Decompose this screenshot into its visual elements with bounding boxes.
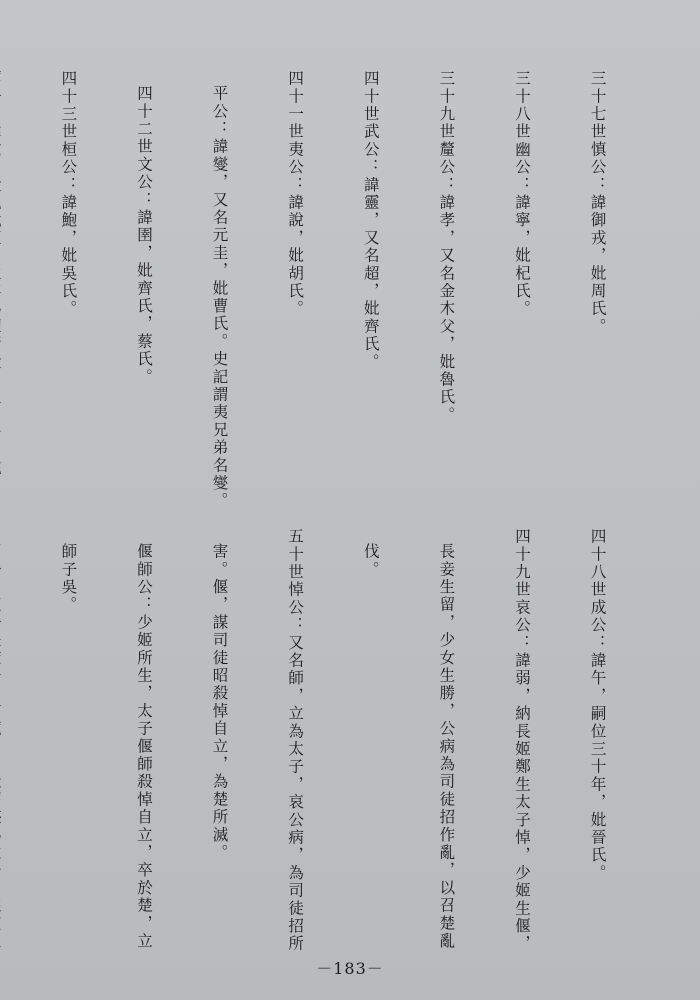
text-column	[0, 70, 5, 500]
upper-text-block	[0, 70, 660, 510]
text-column: 三十九世釐公：諱孝，又名金木父，妣魯氏。	[437, 70, 456, 424]
lower-text-block	[0, 528, 660, 953]
text-column: 三十八世幽公：諱寧，妣杞氏。	[512, 70, 531, 318]
text-column: 偃師公：少姬所生，太子偃師殺悼自立，卒於楚，立	[134, 543, 153, 951]
text-column: 師子吳。	[59, 543, 78, 614]
text-column: 害。偃，謀司徒昭殺悼自立，為楚所滅。	[210, 543, 229, 862]
text-column: 四十三世桓公：諱鮑，妣吳氏。	[59, 70, 78, 318]
text-column: 四十九世哀公：諱弱，納長姬鄭生太子悼，少姬生偃，	[512, 528, 531, 953]
text-column: 四十一世夷公：諱說，妣胡氏。	[286, 70, 305, 318]
page-number: －183－	[316, 959, 384, 978]
text-column: 平公：諱燮，又名元圭，妣曹氏。史記謂夷兄弟名燮。	[210, 85, 229, 510]
text-column: 三十七世慎公：諱御戎，妣周氏。	[588, 70, 607, 336]
text-column: 四十二世文公：諱圉，妣齊氏，蔡氏。	[134, 85, 153, 386]
text-column	[0, 528, 5, 938]
text-column: 四十世武公：諱靈，又名超，妣齊氏。	[361, 70, 380, 371]
text-column: 四十八世成公：諱午，嗣位三十年，妣晉氏。	[588, 528, 607, 882]
text-column: 伐。	[361, 543, 380, 579]
text-column: 長妾生留，少女生勝，公病為司徒招作亂，以召楚亂	[437, 543, 456, 951]
text-column: 五十世悼公：又名師，立為太子，哀公病，為司徒招所	[286, 528, 305, 953]
